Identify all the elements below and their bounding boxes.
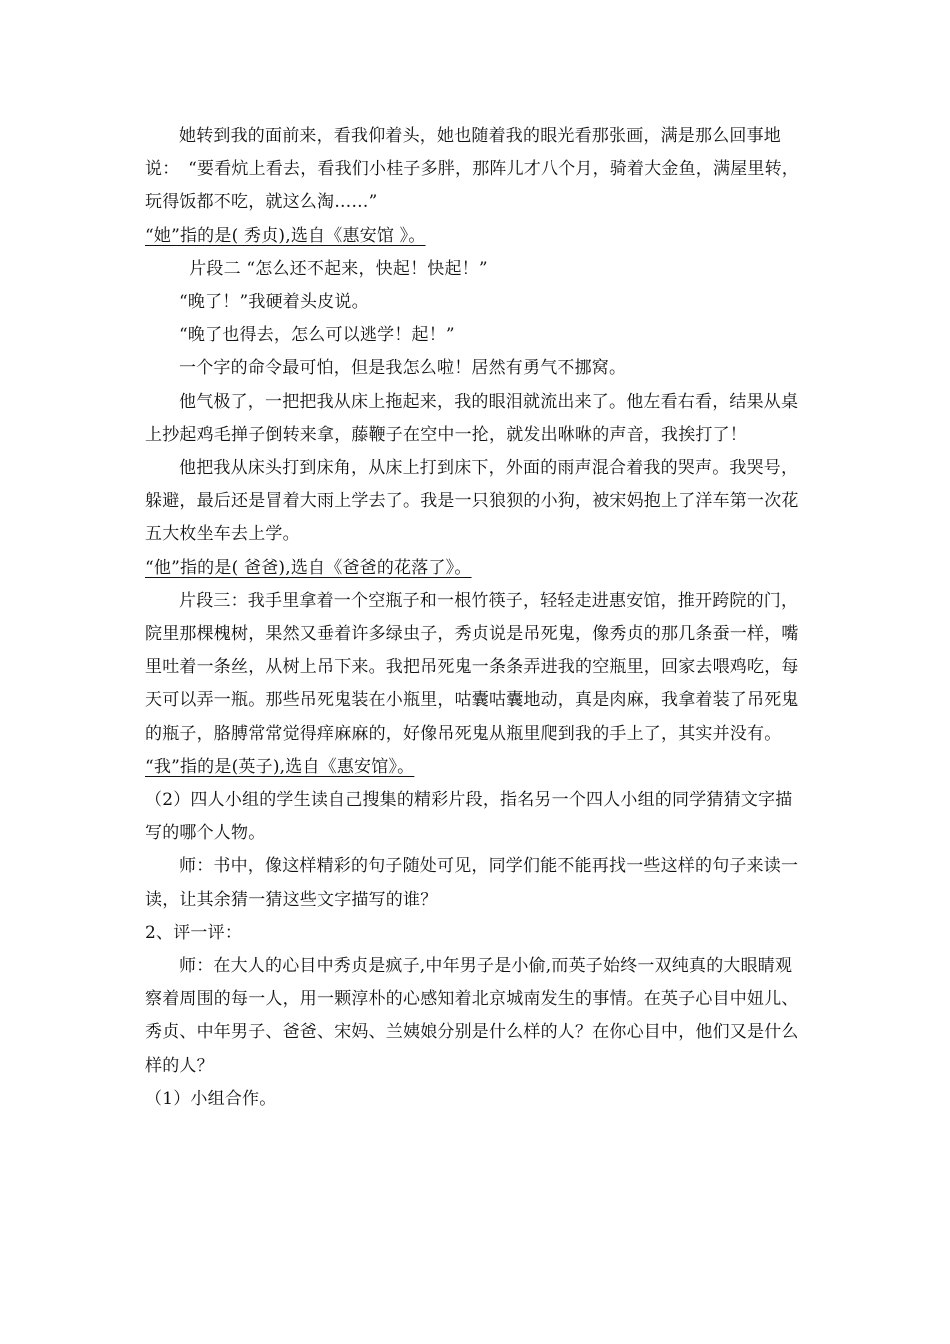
paragraph-go-anyway: “晚了也得去，怎么可以逃学！起！” [179, 325, 455, 346]
paragraph-late-reply: “晚了！”我硬着头皮说。 [179, 292, 369, 313]
paragraph-segment-two-title: 片段二 “怎么还不起来，快起！快起！” [189, 258, 488, 279]
paragraph-xiuzhen-dialogue: 她转到我的面前来，看我仰着头，她也随着我的眼光看那张画，满是那么回事地说： “要看炕上看去，看我们小桂子多胖，那阵儿才八个月，骑着大金鱼，满屋里转，玩得饭都不吃，就这么淘……” [145, 126, 799, 213]
answer-line-she: “她”指的是( 秀贞),选自《惠安馆 》。 [145, 225, 426, 246]
paragraph-teacher-prompt: 师：书中，像这样精彩的句子随处可见，同学们能不能再找一些这样的句子来读一读，让其余猜一猜这些文字描写的谁？ [145, 856, 799, 910]
paragraph-segment-three: 片段三：我手里拿着一个空瓶子和一根竹筷子，轻轻走进惠安馆，推开跨院的门，院里那棵槐树，果然又垂着许多绿虫子，秀贞说是吊死鬼，像秀贞的那几条蚕一样，嘴里吐着一条丝，从树上吊下来。我把吊死鬼一条条弄进我的空瓶里，回家去喂鸡吃，每天可以弄一瓶。那些吊死鬼装在小瓶里，咕囊咕囊地动，真是肉麻，我拿着装了吊死鬼的瓶子，胳膊常常觉得痒麻麻的，好像吊死鬼从瓶里爬到我的手上了，其实并没有。 [145, 590, 799, 744]
answer-line-he: “他”指的是( 爸爸),选自《爸爸的花落了》。 [145, 557, 472, 578]
paragraph-beaten: 他把我从床头打到床角，从床上打到床下，外面的雨声混合着我的哭声。我哭号，躲避，最后还是冒着大雨上学去了。我是一只狼狈的小狗，被宋妈抱上了洋车第一次花五大枚坐车去上学。 [145, 458, 799, 545]
paragraph-teacher-question: 师：在大人的心目中秀贞是疯子,中年男子是小偷,而英子始终一双纯真的大眼睛观察着周围的每一人，用一颗淳朴的心感知着北京城南发生的事情。在英子心目中妞儿、秀贞、中年男子、爸爸、宋妈、兰姨娘分别是什么样的人？在你心目中，他们又是什么样的人？ [145, 956, 799, 1076]
paragraph-father-angry: 他气极了，一把把我从床上拖起来，我的眼泪就流出来了。他左看右看，结果从桌上抄起鸡毛掸子倒转来拿，藤鞭子在空中一抡，就发出咻咻的声音，我挨打了！ [145, 391, 799, 445]
answer-line-me: “我”指的是(英子),选自《惠安馆》。 [145, 756, 415, 777]
section-heading-evaluate: 2、评一评： [145, 922, 243, 943]
paragraph-command: 一个字的命令最可怕，但是我怎么啦！居然有勇气不挪窝。 [179, 358, 627, 379]
paragraph-group-reading: （2）四人小组的学生读自己搜集的精彩片段，指名另一个四人小组的同学猜猜文字描写的哪个人物。 [145, 790, 793, 844]
document-body [145, 120, 805, 1116]
paragraph-group-cooperation: （1）小组合作。 [145, 1088, 277, 1109]
